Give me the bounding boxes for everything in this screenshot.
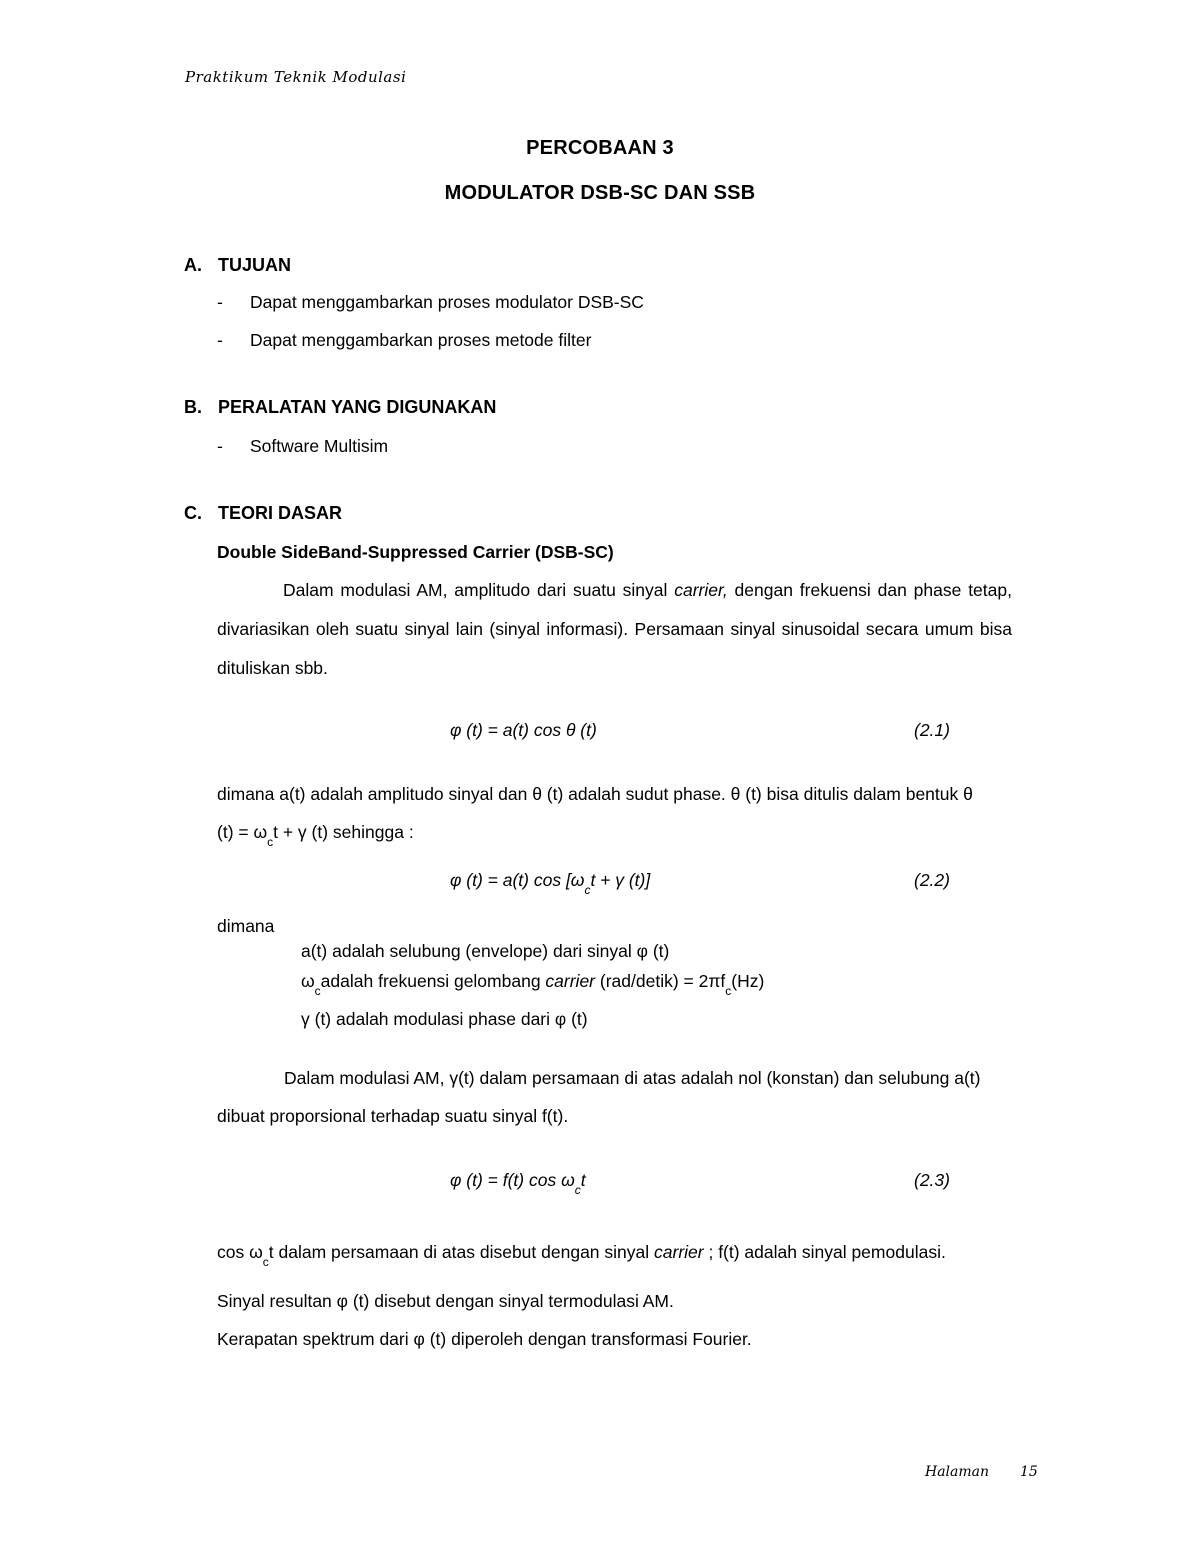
- text-run: φ (t) = f(t) cos ω: [450, 1170, 575, 1190]
- text-run: adalah frekuensi gelombang: [320, 971, 546, 991]
- section-c-letter: C.: [184, 503, 202, 523]
- subsection-heading: Double SideBand-Suppressed Carrier (DSB-SC): [217, 542, 614, 562]
- equation-2-2: [450, 870, 651, 897]
- text-run: t: [580, 1170, 586, 1190]
- equation-2-3: [450, 1170, 586, 1197]
- text-run: (Hz): [731, 971, 765, 991]
- experiment-title: MODULATOR DSB-SC DAN SSB: [444, 182, 756, 204]
- subscript: c: [267, 835, 274, 849]
- term-carrier: carrier: [654, 1242, 704, 1262]
- experiment-number: PERCOBAAN 3: [526, 137, 674, 159]
- section-a-heading: [184, 255, 291, 276]
- dimana-label: dimana: [217, 916, 275, 936]
- text-line: Dalam modulasi AM, γ(t) dalam persamaan di atas adalah nol (konstan) dan selubung a(t): [284, 1068, 981, 1088]
- text-run: ; f(t) adalah sinyal pemodulasi.: [703, 1242, 946, 1262]
- list-item-text: Dapat menggambarkan proses metode filter: [250, 330, 592, 350]
- footer-label: Halaman: [925, 1464, 990, 1480]
- running-header: Praktikum Teknik Modulasi: [185, 68, 407, 86]
- section-c-title: TEORI DASAR: [218, 503, 343, 523]
- list-item: [217, 330, 591, 351]
- text-run: (rad/detik) = 2πf: [595, 971, 726, 991]
- subscript: c: [314, 984, 321, 998]
- subscript: c: [262, 1255, 269, 1269]
- text-line: [217, 1242, 946, 1269]
- text-run: φ (t) = a(t) cos [ω: [450, 870, 585, 890]
- definition-line: [301, 971, 765, 998]
- text-line: [217, 822, 414, 849]
- text-run: t + γ (t)]: [590, 870, 651, 890]
- equation-number: (2.2): [914, 870, 950, 890]
- section-b-letter: B.: [184, 397, 202, 417]
- list-item-text: Software Multisim: [250, 436, 389, 456]
- subscript: c: [725, 984, 732, 998]
- text-run: dengan frekuensi dan phase tetap, divariasikan oleh suatu sinyal lain (sinyal informasi). Persamaan sinyal sinusoidal secara umum bisa dituliskan sbb.: [217, 580, 1012, 678]
- page-footer: [925, 1464, 1038, 1480]
- definition-line: γ (t) adalah modulasi phase dari φ (t): [301, 1009, 588, 1029]
- bullet-dash: -: [217, 292, 223, 312]
- term-carrier: carrier: [545, 971, 596, 991]
- section-b-title: PERALATAN YANG DIGUNAKAN: [218, 397, 497, 417]
- text-line: Kerapatan spektrum dari φ (t) diperoleh dengan transformasi Fourier.: [217, 1329, 752, 1349]
- text-line: dimana a(t) adalah amplitudo sinyal dan θ (t) adalah sudut phase. θ (t) bisa ditulis dalam bentuk θ: [217, 784, 973, 804]
- section-a-letter: A.: [184, 255, 202, 275]
- text-run: cos ω: [217, 1242, 263, 1262]
- subscript: c: [574, 1183, 581, 1197]
- text-run: (t) = ω: [217, 822, 268, 842]
- text-line: dibuat proporsional terhadap suatu sinyal f(t).: [217, 1106, 569, 1126]
- section-b-heading: [184, 397, 496, 418]
- list-item: [217, 436, 388, 457]
- bullet-dash: -: [217, 330, 223, 350]
- equation-2-1: φ (t) = a(t) cos θ (t): [450, 720, 597, 740]
- text-run: ω: [301, 971, 315, 991]
- text-line: Sinyal resultan φ (t) disebut dengan sinyal termodulasi AM.: [217, 1291, 674, 1311]
- text-run: t dalam persamaan di atas disebut dengan sinyal: [268, 1242, 655, 1262]
- page-number: 15: [1019, 1464, 1038, 1480]
- list-item-text: Dapat menggambarkan proses modulator DSB-SC: [250, 292, 644, 312]
- paragraph-intro: [217, 571, 1012, 688]
- bullet-dash: -: [217, 436, 223, 456]
- text-run: t + γ (t) sehingga :: [273, 822, 414, 842]
- equation-number: (2.3): [914, 1170, 950, 1190]
- section-a-title: TUJUAN: [218, 255, 292, 275]
- subscript: c: [584, 883, 591, 897]
- definition-line: a(t) adalah selubung (envelope) dari sinyal φ (t): [301, 941, 670, 961]
- section-c-heading: [184, 503, 342, 524]
- term-carrier: carrier,: [674, 580, 728, 600]
- text-run: Dalam modulasi AM, amplitudo dari suatu sinyal: [283, 580, 675, 600]
- equation-number: (2.1): [914, 720, 950, 740]
- list-item: [217, 292, 644, 313]
